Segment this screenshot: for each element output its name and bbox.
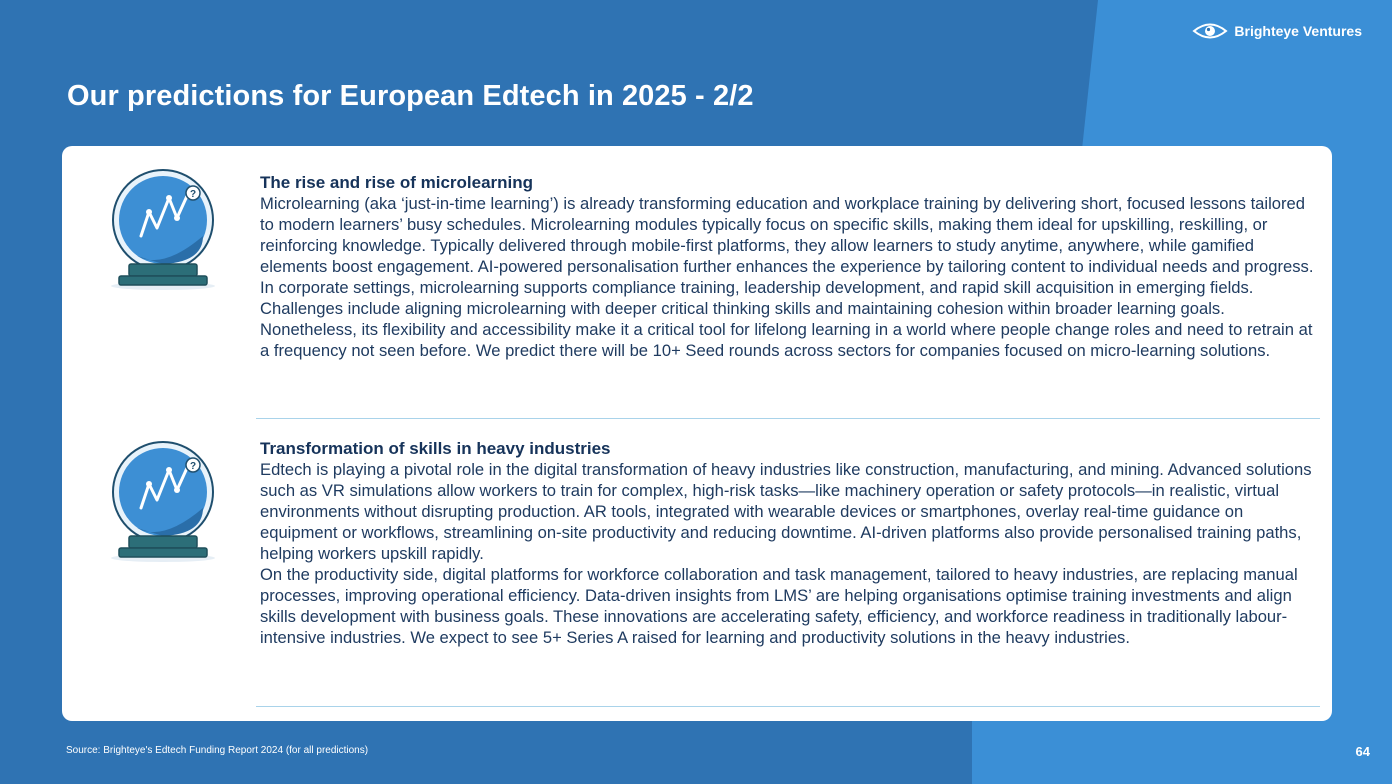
brand-logo xyxy=(1192,22,1362,40)
crystal-ball-icon xyxy=(107,166,219,294)
prediction-text xyxy=(260,172,1320,361)
section-body: Microlearning (aka ‘just-in-time learning’) is already transforming education and workplace training by delivering short, focused lessons tailored to modern learners’ busy schedules. Microlearning modules typically focus on specific skills, making them ideal for upskilling, reskilling, or reinforcing knowledge. Typically delivered through mobile-first platforms, they allow learners to study anytime, anywhere, while gamified elements boost engagement. AI-powered personalisation further enhances the experience by tailoring content to individual needs and progress. In corporate settings, microlearning supports compliance training, leadership development, and rapid skill acquisition in emerging fields. Challenges include aligning microlearning with deeper critical thinking skills and maintaining cohesion within broader learning goals. Nonetheless, its flexibility and accessibility make it a critical tool for lifelong learning in a world where people change roles and need to retrain at a frequency not seen before. We predict there will be 10+ Seed rounds across sectors for companies focused on micro-learning solutions. xyxy=(260,194,1314,360)
section-body: On the productivity side, digital platforms for workforce collaboration and task management, tailored to heavy industries, are replacing manual processes, improving operational efficiency. Data-driven insights from LMS’ are helping organisations optimise training investments and align skills development with business goals. These innovations are accelerating safety, efficiency, and workforce readiness in traditionally labour-intensive industries. We expect to see 5+ Series A raised for learning and productivity solutions in the heavy industries. xyxy=(260,565,1298,647)
section-heading: Transformation of skills in heavy industries xyxy=(260,439,611,458)
source-note: Source: Brighteye's Edtech Funding Report 2024 (for all predictions) xyxy=(66,745,369,756)
svg-text:?: ? xyxy=(189,189,197,200)
brand-name: Brighteye Ventures xyxy=(1234,23,1362,39)
prediction-section xyxy=(62,146,1332,418)
section-body: Edtech is playing a pivotal role in the digital transformation of heavy industries like construction, manufacturing, and mining. Advanced solutions such as VR simulations allow workers to train for complex, high-risk tasks—like machinery operation or safety protocols—in realistic, virtual environments without disrupting production. AR tools, integrated with wearable devices or smartphones, overlay real-time guidance on equipment or workflows, streamlining on-site productivity and reducing downtime. AI-driven platforms also provide personalised training paths, helping workers upskill rapidly. xyxy=(260,460,1312,563)
section-heading: The rise and rise of microlearning xyxy=(260,173,534,192)
prediction-text xyxy=(260,438,1320,648)
prediction-section xyxy=(62,418,1332,718)
crystal-ball-icon xyxy=(107,438,219,566)
page-title: Our predictions for European Edtech in 2025 - 2/2 xyxy=(67,80,754,112)
content-card xyxy=(62,146,1332,721)
section-divider xyxy=(256,706,1320,707)
svg-text:?: ? xyxy=(189,461,197,472)
page-number: 64 xyxy=(1355,744,1370,759)
eye-icon xyxy=(1192,22,1228,40)
